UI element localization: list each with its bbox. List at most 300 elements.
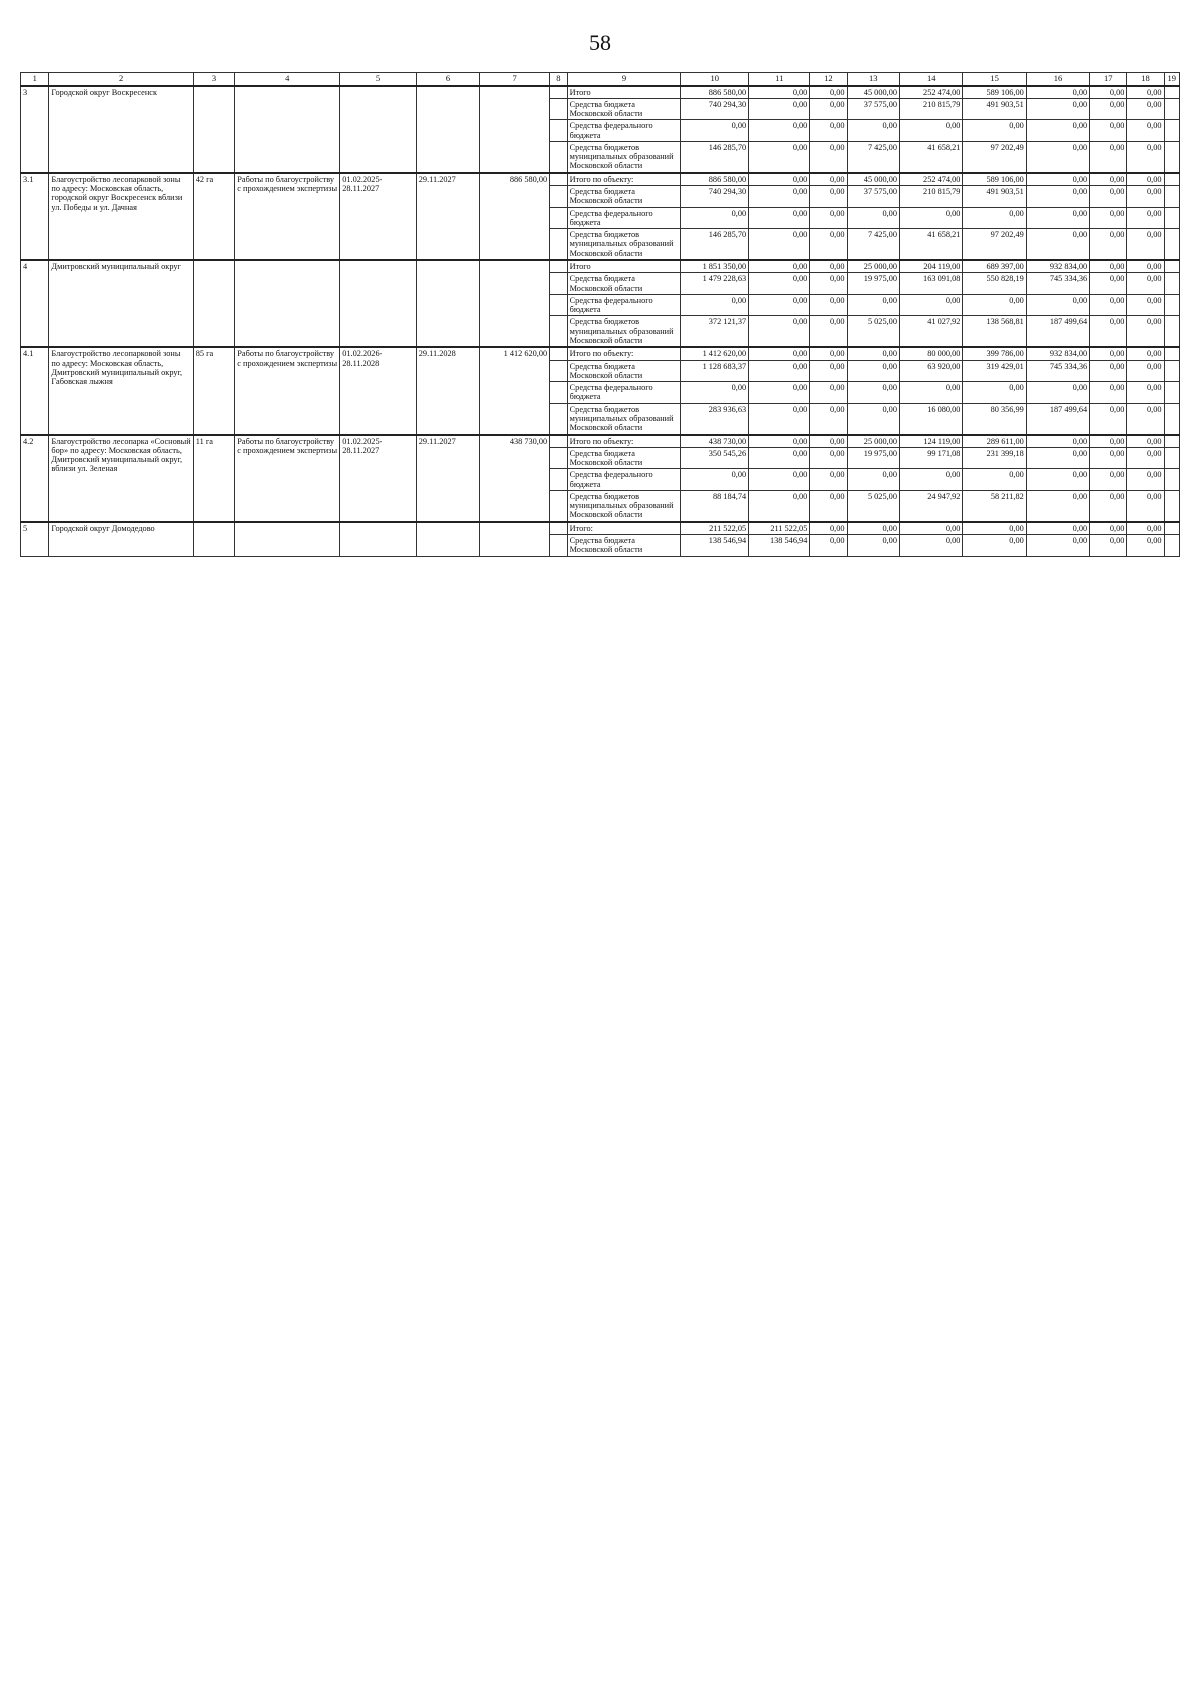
amount-cell: 80 000,00 — [899, 347, 962, 360]
amount-cell: 187 499,64 — [1026, 316, 1089, 347]
amount-cell: 204 119,00 — [899, 260, 962, 273]
amount-cell: 0,00 — [810, 141, 847, 172]
amount-cell: 0,00 — [810, 360, 847, 382]
amount-cell: 0,00 — [749, 141, 810, 172]
empty-col-19 — [1164, 360, 1179, 382]
column-number: 14 — [899, 73, 962, 86]
amount-cell: 1 128 683,37 — [681, 360, 749, 382]
funding-source: Средства бюджетов муниципальных образований Московской области — [567, 141, 681, 172]
work-type: Работы по благоустройству с прохождением экспертизы — [235, 347, 340, 434]
completion-date — [416, 260, 479, 347]
object-cost — [480, 522, 550, 556]
amount-cell: 63 920,00 — [899, 360, 962, 382]
amount-cell: 283 936,63 — [681, 403, 749, 434]
amount-cell: 0,00 — [1026, 141, 1089, 172]
funding-source: Итого по объекту: — [567, 435, 681, 448]
funding-source: Средства бюджетов муниципальных образований Московской области — [567, 403, 681, 434]
amount-cell: 0,00 — [1090, 316, 1127, 347]
amount-cell: 0,00 — [847, 403, 899, 434]
work-type — [235, 522, 340, 556]
column-number: 1 — [21, 73, 49, 86]
object-name: Благоустройство лесопарковой зоны по адресу: Московская область, городской округ Воскресенск вблизи ул. Победы и ул. Дачная — [49, 173, 193, 260]
completion-date: 29.11.2027 — [416, 173, 479, 260]
amount-cell: 0,00 — [1127, 347, 1164, 360]
amount-cell: 0,00 — [1127, 273, 1164, 295]
column-number: 10 — [681, 73, 749, 86]
funding-source: Средства бюджета Московской области — [567, 360, 681, 382]
amount-cell: 491 903,51 — [963, 98, 1026, 120]
amount-cell: 0,00 — [810, 469, 847, 491]
amount-cell: 399 786,00 — [963, 347, 1026, 360]
empty-col-19 — [1164, 382, 1179, 404]
amount-cell: 0,00 — [1127, 186, 1164, 208]
amount-cell: 80 356,99 — [963, 403, 1026, 434]
column-number: 6 — [416, 73, 479, 86]
funding-source: Средства бюджета Московской области — [567, 273, 681, 295]
amount-cell: 0,00 — [681, 469, 749, 491]
amount-cell: 740 294,30 — [681, 98, 749, 120]
amount-cell: 0,00 — [749, 490, 810, 521]
amount-cell: 0,00 — [1127, 120, 1164, 142]
empty-col-19 — [1164, 403, 1179, 434]
amount-cell: 0,00 — [1026, 469, 1089, 491]
amount-cell: 163 091,08 — [899, 273, 962, 295]
amount-cell: 491 903,51 — [963, 186, 1026, 208]
amount-cell: 745 334,36 — [1026, 273, 1089, 295]
amount-cell: 886 580,00 — [681, 173, 749, 186]
amount-cell: 0,00 — [899, 120, 962, 142]
object-name: Благоустройство лесопарковой зоны по адресу: Московская область, Дмитровский муниципальный округ, Габовская лыжня — [49, 347, 193, 434]
empty-col-19 — [1164, 98, 1179, 120]
amount-cell: 0,00 — [810, 207, 847, 229]
funding-source: Средства бюджета Московской области — [567, 186, 681, 208]
amount-cell: 0,00 — [963, 207, 1026, 229]
column-number: 5 — [340, 73, 417, 86]
amount-cell: 0,00 — [847, 294, 899, 316]
column-number: 3 — [193, 73, 235, 86]
amount-cell: 0,00 — [1127, 86, 1164, 99]
column-number: 9 — [567, 73, 681, 86]
amount-cell: 0,00 — [749, 260, 810, 273]
amount-cell: 0,00 — [847, 347, 899, 360]
empty-col-19 — [1164, 260, 1179, 273]
amount-cell: 0,00 — [1127, 98, 1164, 120]
empty-col-8 — [550, 435, 567, 448]
amount-cell: 0,00 — [1127, 141, 1164, 172]
amount-cell: 0,00 — [1090, 186, 1127, 208]
amount-cell: 0,00 — [1127, 382, 1164, 404]
amount-cell: 0,00 — [1090, 490, 1127, 521]
funding-source: Средства бюджета Московской области — [567, 535, 681, 557]
work-period — [340, 522, 417, 556]
work-type — [235, 260, 340, 347]
amount-cell: 0,00 — [810, 403, 847, 434]
amount-cell: 0,00 — [847, 522, 899, 535]
empty-col-8 — [550, 316, 567, 347]
amount-cell: 37 575,00 — [847, 98, 899, 120]
amount-cell: 99 171,08 — [899, 447, 962, 469]
amount-cell: 0,00 — [1127, 435, 1164, 448]
amount-cell: 0,00 — [963, 522, 1026, 535]
amount-cell: 0,00 — [899, 469, 962, 491]
empty-col-19 — [1164, 490, 1179, 521]
amount-cell: 0,00 — [1090, 141, 1127, 172]
amount-cell: 0,00 — [810, 186, 847, 208]
object-area — [193, 522, 235, 556]
empty-col-8 — [550, 186, 567, 208]
amount-cell: 438 730,00 — [681, 435, 749, 448]
column-number: 16 — [1026, 73, 1089, 86]
table-body — [21, 86, 1180, 557]
amount-cell: 5 025,00 — [847, 316, 899, 347]
amount-cell: 289 611,00 — [963, 435, 1026, 448]
amount-cell: 211 522,05 — [749, 522, 810, 535]
amount-cell: 252 474,00 — [899, 86, 962, 99]
amount-cell: 0,00 — [963, 120, 1026, 142]
object-cost: 438 730,00 — [480, 435, 550, 522]
amount-cell: 319 429,01 — [963, 360, 1026, 382]
table-row — [21, 435, 1180, 448]
empty-col-19 — [1164, 186, 1179, 208]
empty-col-19 — [1164, 469, 1179, 491]
amount-cell: 0,00 — [681, 382, 749, 404]
empty-col-19 — [1164, 229, 1179, 260]
empty-col-8 — [550, 141, 567, 172]
amount-cell: 0,00 — [1127, 260, 1164, 273]
work-period: 01.02.2025-28.11.2027 — [340, 173, 417, 260]
amount-cell: 0,00 — [1090, 403, 1127, 434]
amount-cell: 0,00 — [1090, 260, 1127, 273]
object-name: Благоустройство лесопарка «Сосновый бор» по адресу: Московская область, Дмитровский муниципальный округ, вблизи ул. Зеленая — [49, 435, 193, 522]
amount-cell: 0,00 — [810, 347, 847, 360]
amount-cell: 0,00 — [899, 294, 962, 316]
amount-cell: 0,00 — [810, 382, 847, 404]
amount-cell: 41 658,21 — [899, 141, 962, 172]
amount-cell: 211 522,05 — [681, 522, 749, 535]
amount-cell: 0,00 — [1090, 360, 1127, 382]
empty-col-8 — [550, 98, 567, 120]
amount-cell: 124 119,00 — [899, 435, 962, 448]
amount-cell: 187 499,64 — [1026, 403, 1089, 434]
amount-cell: 231 399,18 — [963, 447, 1026, 469]
amount-cell: 16 080,00 — [899, 403, 962, 434]
empty-col-8 — [550, 294, 567, 316]
amount-cell: 589 106,00 — [963, 173, 1026, 186]
amount-cell: 0,00 — [1090, 294, 1127, 316]
row-number: 3 — [21, 86, 49, 173]
row-number: 4.2 — [21, 435, 49, 522]
row-number: 5 — [21, 522, 49, 556]
work-type — [235, 86, 340, 173]
table-row — [21, 347, 1180, 360]
amount-cell: 88 184,74 — [681, 490, 749, 521]
object-area — [193, 260, 235, 347]
amount-cell: 0,00 — [1090, 522, 1127, 535]
amount-cell: 0,00 — [749, 403, 810, 434]
amount-cell: 0,00 — [1127, 490, 1164, 521]
amount-cell: 0,00 — [810, 535, 847, 557]
amount-cell: 0,00 — [899, 535, 962, 557]
amount-cell: 0,00 — [1026, 86, 1089, 99]
column-number: 11 — [749, 73, 810, 86]
table-row — [21, 173, 1180, 186]
work-type: Работы по благоустройству с прохождением экспертизы — [235, 435, 340, 522]
amount-cell: 0,00 — [810, 86, 847, 99]
amount-cell: 24 947,92 — [899, 490, 962, 521]
funding-source: Средства федерального бюджета — [567, 382, 681, 404]
column-number: 8 — [550, 73, 567, 86]
column-number: 15 — [963, 73, 1026, 86]
amount-cell: 0,00 — [1090, 469, 1127, 491]
amount-cell: 45 000,00 — [847, 173, 899, 186]
amount-cell: 0,00 — [749, 294, 810, 316]
amount-cell: 0,00 — [749, 469, 810, 491]
amount-cell: 0,00 — [681, 207, 749, 229]
funding-source: Средства бюджета Московской области — [567, 447, 681, 469]
amount-cell: 0,00 — [1026, 535, 1089, 557]
empty-col-19 — [1164, 141, 1179, 172]
amount-cell: 146 285,70 — [681, 229, 749, 260]
amount-cell: 0,00 — [749, 382, 810, 404]
empty-col-19 — [1164, 120, 1179, 142]
work-period: 01.02.2025-28.11.2027 — [340, 435, 417, 522]
object-cost — [480, 260, 550, 347]
amount-cell: 0,00 — [749, 347, 810, 360]
amount-cell: 0,00 — [810, 120, 847, 142]
column-number: 2 — [49, 73, 193, 86]
completion-date: 29.11.2027 — [416, 435, 479, 522]
empty-col-19 — [1164, 173, 1179, 186]
object-name: Городской округ Воскресенск — [49, 86, 193, 173]
amount-cell: 138 568,81 — [963, 316, 1026, 347]
funding-source: Итого — [567, 260, 681, 273]
amount-cell: 0,00 — [847, 382, 899, 404]
amount-cell: 0,00 — [810, 98, 847, 120]
amount-cell: 0,00 — [1127, 207, 1164, 229]
object-area — [193, 86, 235, 173]
amount-cell: 0,00 — [1026, 120, 1089, 142]
amount-cell: 0,00 — [1127, 316, 1164, 347]
budget-table — [20, 72, 1180, 557]
amount-cell: 0,00 — [810, 294, 847, 316]
amount-cell: 0,00 — [749, 447, 810, 469]
empty-col-19 — [1164, 316, 1179, 347]
amount-cell: 0,00 — [1090, 347, 1127, 360]
amount-cell: 0,00 — [810, 447, 847, 469]
amount-cell: 0,00 — [847, 360, 899, 382]
amount-cell: 0,00 — [1026, 229, 1089, 260]
amount-cell: 0,00 — [749, 120, 810, 142]
column-number: 17 — [1090, 73, 1127, 86]
empty-col-8 — [550, 347, 567, 360]
empty-col-19 — [1164, 207, 1179, 229]
amount-cell: 45 000,00 — [847, 86, 899, 99]
amount-cell: 0,00 — [1090, 435, 1127, 448]
table-row — [21, 260, 1180, 273]
amount-cell: 0,00 — [810, 229, 847, 260]
amount-cell: 0,00 — [1090, 447, 1127, 469]
amount-cell: 0,00 — [1026, 490, 1089, 521]
column-number-row — [21, 73, 1180, 86]
amount-cell: 0,00 — [1026, 447, 1089, 469]
empty-col-8 — [550, 360, 567, 382]
amount-cell: 0,00 — [1090, 382, 1127, 404]
empty-col-19 — [1164, 347, 1179, 360]
amount-cell: 0,00 — [899, 522, 962, 535]
amount-cell: 41 027,92 — [899, 316, 962, 347]
amount-cell: 0,00 — [810, 273, 847, 295]
empty-col-8 — [550, 273, 567, 295]
funding-source: Итого — [567, 86, 681, 99]
empty-col-8 — [550, 120, 567, 142]
amount-cell: 0,00 — [1026, 186, 1089, 208]
amount-cell: 138 546,94 — [681, 535, 749, 557]
amount-cell: 7 425,00 — [847, 141, 899, 172]
amount-cell: 0,00 — [847, 535, 899, 557]
amount-cell: 0,00 — [1127, 360, 1164, 382]
table-row — [21, 522, 1180, 535]
amount-cell: 0,00 — [1090, 229, 1127, 260]
empty-col-19 — [1164, 86, 1179, 99]
amount-cell: 0,00 — [749, 207, 810, 229]
amount-cell: 0,00 — [1026, 382, 1089, 404]
page-number: 58 — [589, 30, 611, 55]
amount-cell: 0,00 — [1026, 522, 1089, 535]
empty-col-8 — [550, 469, 567, 491]
amount-cell: 0,00 — [749, 360, 810, 382]
empty-col-8 — [550, 260, 567, 273]
amount-cell: 0,00 — [1127, 447, 1164, 469]
amount-cell: 0,00 — [749, 86, 810, 99]
amount-cell: 0,00 — [810, 435, 847, 448]
funding-source: Средства федерального бюджета — [567, 294, 681, 316]
amount-cell: 1 479 228,63 — [681, 273, 749, 295]
amount-cell: 37 575,00 — [847, 186, 899, 208]
funding-source: Итого: — [567, 522, 681, 535]
empty-col-8 — [550, 207, 567, 229]
amount-cell: 550 828,19 — [963, 273, 1026, 295]
amount-cell: 210 815,79 — [899, 186, 962, 208]
amount-cell: 19 975,00 — [847, 273, 899, 295]
amount-cell: 58 211,82 — [963, 490, 1026, 521]
amount-cell: 0,00 — [749, 173, 810, 186]
amount-cell: 350 545,26 — [681, 447, 749, 469]
amount-cell: 0,00 — [1090, 173, 1127, 186]
amount-cell: 0,00 — [847, 120, 899, 142]
empty-col-8 — [550, 447, 567, 469]
funding-source: Средства бюджетов муниципальных образований Московской области — [567, 490, 681, 521]
amount-cell: 19 975,00 — [847, 447, 899, 469]
amount-cell: 1 412 620,00 — [681, 347, 749, 360]
amount-cell: 0,00 — [749, 186, 810, 208]
object-area: 42 га — [193, 173, 235, 260]
amount-cell: 0,00 — [899, 382, 962, 404]
amount-cell: 0,00 — [1127, 535, 1164, 557]
funding-source: Средства бюджетов муниципальных образований Московской области — [567, 316, 681, 347]
object-cost: 886 580,00 — [480, 173, 550, 260]
amount-cell: 0,00 — [963, 535, 1026, 557]
empty-col-19 — [1164, 522, 1179, 535]
amount-cell: 138 546,94 — [749, 535, 810, 557]
empty-col-8 — [550, 86, 567, 99]
amount-cell: 0,00 — [810, 260, 847, 273]
amount-cell: 0,00 — [1090, 535, 1127, 557]
empty-col-8 — [550, 522, 567, 535]
row-number: 4 — [21, 260, 49, 347]
amount-cell: 740 294,30 — [681, 186, 749, 208]
work-period: 01.02.2026-28.11.2028 — [340, 347, 417, 434]
funding-source: Средства федерального бюджета — [567, 120, 681, 142]
amount-cell: 0,00 — [1090, 120, 1127, 142]
amount-cell: 0,00 — [1026, 207, 1089, 229]
object-name: Городской округ Домодедово — [49, 522, 193, 556]
row-number: 3.1 — [21, 173, 49, 260]
amount-cell: 0,00 — [1026, 435, 1089, 448]
empty-col-8 — [550, 229, 567, 260]
column-number: 12 — [810, 73, 847, 86]
amount-cell: 689 397,00 — [963, 260, 1026, 273]
column-number: 4 — [235, 73, 340, 86]
empty-col-19 — [1164, 447, 1179, 469]
amount-cell: 41 658,21 — [899, 229, 962, 260]
amount-cell: 0,00 — [1127, 229, 1164, 260]
amount-cell: 0,00 — [749, 229, 810, 260]
funding-source: Средства федерального бюджета — [567, 207, 681, 229]
amount-cell: 0,00 — [681, 294, 749, 316]
empty-col-8 — [550, 403, 567, 434]
column-number: 19 — [1164, 73, 1179, 86]
amount-cell: 0,00 — [1090, 98, 1127, 120]
amount-cell: 0,00 — [1090, 273, 1127, 295]
amount-cell: 0,00 — [1090, 207, 1127, 229]
amount-cell: 932 834,00 — [1026, 347, 1089, 360]
work-period — [340, 260, 417, 347]
amount-cell: 97 202,49 — [963, 141, 1026, 172]
amount-cell: 25 000,00 — [847, 435, 899, 448]
amount-cell: 7 425,00 — [847, 229, 899, 260]
amount-cell: 0,00 — [681, 120, 749, 142]
amount-cell: 146 285,70 — [681, 141, 749, 172]
amount-cell: 0,00 — [1026, 173, 1089, 186]
amount-cell: 0,00 — [1127, 294, 1164, 316]
table-row — [21, 86, 1180, 99]
amount-cell: 0,00 — [749, 98, 810, 120]
empty-col-19 — [1164, 294, 1179, 316]
amount-cell: 0,00 — [810, 316, 847, 347]
column-number: 7 — [480, 73, 550, 86]
amount-cell: 0,00 — [899, 207, 962, 229]
amount-cell: 589 106,00 — [963, 86, 1026, 99]
amount-cell: 25 000,00 — [847, 260, 899, 273]
amount-cell: 0,00 — [847, 207, 899, 229]
funding-source: Итого по объекту: — [567, 347, 681, 360]
completion-date: 29.11.2028 — [416, 347, 479, 434]
amount-cell: 0,00 — [810, 490, 847, 521]
amount-cell: 252 474,00 — [899, 173, 962, 186]
funding-source: Средства федерального бюджета — [567, 469, 681, 491]
empty-col-19 — [1164, 273, 1179, 295]
object-name: Дмитровский муниципальный округ — [49, 260, 193, 347]
row-number: 4.1 — [21, 347, 49, 434]
amount-cell: 886 580,00 — [681, 86, 749, 99]
amount-cell: 0,00 — [749, 273, 810, 295]
empty-col-8 — [550, 382, 567, 404]
object-area: 11 га — [193, 435, 235, 522]
amount-cell: 745 334,36 — [1026, 360, 1089, 382]
completion-date — [416, 86, 479, 173]
amount-cell: 0,00 — [1127, 173, 1164, 186]
funding-source: Итого по объекту: — [567, 173, 681, 186]
